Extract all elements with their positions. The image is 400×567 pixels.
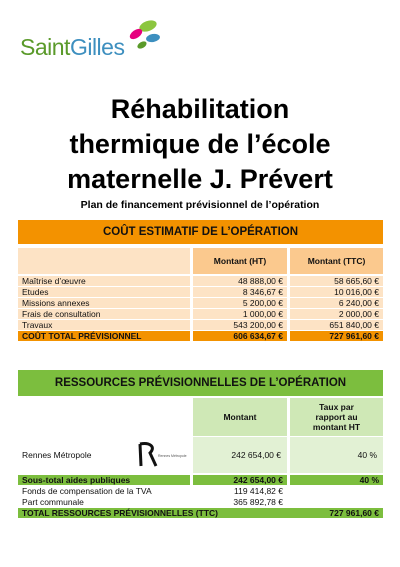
cost-ttc: 2 000,00 € — [290, 309, 383, 319]
part-communale-label: Part communale — [18, 497, 190, 507]
cost-header-ttc: Montant (TTC) — [290, 248, 383, 274]
taux-header-line-1: Taux par — [319, 402, 354, 412]
rennes-label: Rennes Métropole — [22, 450, 92, 460]
resources-header-montant: Montant — [193, 398, 287, 436]
cost-ht: 5 200,00 € — [193, 298, 287, 308]
resources-table — [18, 474, 383, 519]
cost-total-ht: 606 634,67 € — [193, 331, 287, 341]
part-communale-montant: 365 892,78 € — [193, 497, 287, 507]
resources-total-label: TOTAL RESSOURCES PRÉVISIONNELLES (TTC) — [18, 508, 287, 518]
table-row — [18, 287, 383, 297]
rennes-metropole-logo-icon — [136, 441, 187, 469]
subtotal-montant: 242 654,00 € — [193, 475, 287, 485]
cost-ttc: 58 665,60 € — [290, 276, 383, 286]
table-row — [18, 486, 383, 496]
cost-label: Travaux — [18, 320, 190, 330]
cost-label: Maîtrise d’œuvre — [18, 276, 190, 286]
cost-ttc: 651 840,00 € — [290, 320, 383, 330]
taux-header-line-2: rapport au — [315, 412, 358, 422]
logo-text-saint: Saint — [20, 34, 70, 60]
rennes-metropole-row — [18, 437, 383, 473]
cost-table-header — [18, 248, 383, 274]
rennes-taux: 40 % — [290, 437, 383, 473]
cost-ht: 48 888,00 € — [193, 276, 287, 286]
leaves-icon — [120, 18, 160, 54]
cost-band-heading: COÛT ESTIMATIF DE L’OPÉRATION — [18, 220, 383, 244]
resources-total-row — [18, 508, 383, 518]
fctva-label: Fonds de compensation de la TVA — [18, 486, 190, 496]
cost-total-label: COÛT TOTAL PRÉVISIONNEL — [18, 331, 190, 341]
rennes-montant: 242 654,00 € — [193, 437, 287, 473]
page-title — [0, 92, 400, 197]
resources-total-montant: 727 961,60 € — [290, 508, 383, 518]
title-line-1: Réhabilitation — [110, 94, 290, 124]
table-row — [18, 497, 383, 507]
resources-header-taux — [290, 398, 383, 436]
fctva-montant: 119 414,82 € — [193, 486, 287, 496]
title-line-3: maternelle J. Prévert — [67, 164, 333, 194]
cost-ttc: 10 016,00 € — [290, 287, 383, 297]
subtotal-label: Sous-total aides publiques — [18, 475, 190, 485]
table-row — [18, 320, 383, 330]
resources-header-blank — [18, 398, 190, 436]
logo-text — [20, 34, 124, 61]
title-line-2: thermique de l’école — [69, 129, 331, 159]
page-subtitle: Plan de financement prévisionnel de l’opération — [80, 199, 320, 211]
subtotal-row — [18, 475, 383, 485]
cost-table — [18, 275, 383, 342]
subtotal-taux: 40 % — [290, 475, 383, 485]
table-row — [18, 298, 383, 308]
table-row — [18, 309, 383, 319]
cost-ttc: 6 240,00 € — [290, 298, 383, 308]
resources-band-heading: RESSOURCES PRÉVISIONNELLES DE L’OPÉRATION — [18, 370, 383, 396]
cost-label: Etudes — [18, 287, 190, 297]
resources-table-header — [18, 398, 383, 436]
saint-gilles-logo — [20, 18, 160, 62]
cost-ht: 543 200,00 € — [193, 320, 287, 330]
cost-ht: 8 346,67 € — [193, 287, 287, 297]
taux-header-line-3: montant HT — [312, 422, 361, 432]
cost-header-blank — [18, 248, 190, 274]
cost-label: Frais de consultation — [18, 309, 190, 319]
cost-total-ttc: 727 961,60 € — [290, 331, 383, 341]
logo-text-gilles: Gilles — [69, 34, 125, 60]
table-row — [18, 276, 383, 286]
rennes-logo-text: Rennes Métropole — [158, 454, 187, 458]
cost-total-row — [18, 331, 383, 341]
cost-ht: 1 000,00 € — [193, 309, 287, 319]
cost-header-ht: Montant (HT) — [193, 248, 287, 274]
cost-label: Missions annexes — [18, 298, 190, 308]
